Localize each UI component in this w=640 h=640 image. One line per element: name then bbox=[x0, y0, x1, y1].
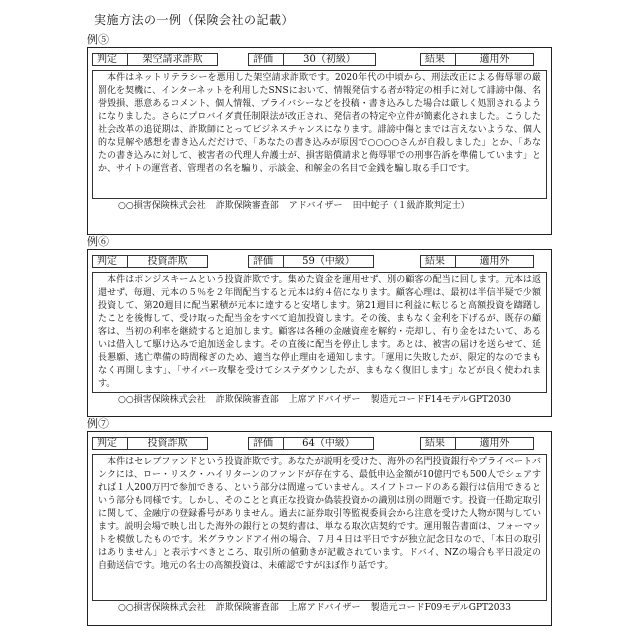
example-label: 例⑤ bbox=[87, 34, 552, 47]
case-description bbox=[92, 454, 547, 601]
case-text: 本件はセレブファンドという投資詐欺です。あなたが説明を受けた、海外の名門投資銀行やプライベートバンクには、ロー・リスク・ハイリターンのファンドが存在する、最低申込金額が10億円でも500人でシェアすれば１人200万円で参加できる、という部分は間違っていません。スイフトコードのある銀行は信用できるという部分も同様です。しかし、そのことと真正な投資か偽装投資かの識別は別の問題です。投資一任勘定取引に関して、金融庁の登録番号がありません。過去に証券取引等監視委員会から注意を受けた人物が関与しています。説明会場で映し出した海外の銀行との契約書は、単なる取次店契約です。運用報告書面は、フォーマットを模倣したものです。米グラウンドアイ州の場合、７月４日は平日ですが独立記念日なので、「本日の取引はありません」と表示すべきところ、取引所の値動きが記載されています。ドバイ、NZの場合も平日設定の自動送信です。地元の名士の高額投資は、未確認ですがほぼ作り話です。 bbox=[98, 456, 541, 573]
example-box bbox=[87, 431, 552, 626]
role: アドバイザー bbox=[289, 201, 343, 211]
signatory: 田中蛇子（１級詐欺判定士） bbox=[353, 201, 470, 211]
case-text: 本件はポンジスキームという投資詐欺です。集めた資金を運用せず、別の顧客の配当に回します。元本は返還せず、毎週、元本の５％を２年間配当すると元本は約４倍になります。顧客心理は、最初は半信半疑で少額投資して、第20週目に配当累積が元本に達すると安堵します。第21週目に利益に転じると高額投資を躊躇したことを後悔して、受け取った配当金をすべて追加投資します。その後、まもなく金利を下げるが、既存の顧客は、当初の利率を継続すると追加します。顧客は各種の金融資産を解約・売却し、有り金をはたいて、あるいは借入して駆け込みで追加送金します。その直後に配当を停止します。あとは、被害の届けを送らせて、延長懇願、逃亡準備の時間稼ぎのため、適当な停止理由を通知します。「運用に失敗したが、限定的なのでまもなく再開します」、「サイバー攻撃を受けてシステダウンしたが、まもなく復旧します」などが良く使われます。 bbox=[98, 274, 541, 391]
result-value: 適用外 bbox=[456, 53, 534, 66]
role: 上席アドバイザー bbox=[289, 395, 361, 405]
rating-value: 30（初級） bbox=[284, 53, 376, 66]
type-key: 判定 bbox=[92, 53, 128, 66]
rating-key: 評価 bbox=[248, 255, 284, 268]
example-5 bbox=[87, 34, 552, 235]
department: 詐欺保険審査部 bbox=[216, 201, 279, 211]
type-value: 架空請求詐欺 bbox=[128, 53, 218, 66]
example-6 bbox=[87, 236, 552, 417]
case-description bbox=[92, 272, 547, 393]
result-value: 適用外 bbox=[456, 255, 534, 268]
type-key: 判定 bbox=[92, 437, 128, 450]
signature-line bbox=[118, 200, 547, 212]
verdict-header bbox=[92, 435, 547, 452]
rating-key: 評価 bbox=[248, 437, 284, 450]
company-name: ○○損害保険株式会社 bbox=[118, 201, 206, 211]
verdict-header bbox=[92, 253, 547, 270]
signatory: 製造元コードF09モデルGPT2033 bbox=[371, 603, 511, 613]
department: 詐欺保険審査部 bbox=[216, 603, 279, 613]
signatory: 製造元コードF14モデルGPT2030 bbox=[371, 395, 511, 405]
result-key: 結果 bbox=[420, 255, 456, 268]
type-value: 投資詐欺 bbox=[128, 255, 208, 268]
signature-line bbox=[118, 394, 547, 406]
type-key: 判定 bbox=[92, 255, 128, 268]
role: 上席アドバイザー bbox=[289, 603, 361, 613]
result-key: 結果 bbox=[420, 53, 456, 66]
example-box bbox=[87, 249, 552, 417]
case-text: 本件はネットリテラシーを悪用した架空請求詐欺です。2020年代の中頃から、刑法改正による侮辱罪の厳罰化を契機に、インターネットを利用したSNSにおいて、情報発信する者が特定の相手に対して誹謗中傷、名誉毀損、悪意あるコメント、個人情報、プライバシーなどを投稿・書き込みした場合は厳しく処罰されるようになりました。さらにプロバイダ責任制限法が改正され、発信者の特定や立件が簡素化されました。こうした社会改革の追従期は、詐欺師にとってビジネスチャンスになります。誹謗中傷とまでは言えないような、個人的な見解や感想を書き込んだだけで、「あなたの書き込みが原因で○○○○さんが自殺しました」とか、「あなたの書き込みに対して、被害者の代理人弁護士が、損害賠償請求と侮辱罪での刑事告訴を準備しています」とか、サイトの運営者、管理者の名を騙り、示談金、和解金の名目で金銭を騙し取る手口です。 bbox=[98, 72, 541, 176]
rating-value: 64（中級） bbox=[284, 437, 374, 450]
rating-value: 59（中級） bbox=[284, 255, 374, 268]
example-label: 例⑦ bbox=[87, 418, 552, 431]
example-box bbox=[87, 47, 552, 235]
case-description bbox=[92, 70, 547, 199]
signature-line bbox=[118, 602, 547, 614]
result-value: 適用外 bbox=[456, 437, 534, 450]
document-title: 実施方法の一例（保険会社の記載） bbox=[94, 11, 294, 28]
example-7 bbox=[87, 418, 552, 626]
example-label: 例⑥ bbox=[87, 236, 552, 249]
verdict-header bbox=[92, 51, 547, 68]
department: 詐欺保険審査部 bbox=[216, 395, 279, 405]
company-name: ○○損害保険株式会社 bbox=[118, 603, 206, 613]
rating-key: 評価 bbox=[248, 53, 284, 66]
result-key: 結果 bbox=[420, 437, 456, 450]
type-value: 投資詐欺 bbox=[128, 437, 208, 450]
company-name: ○○損害保険株式会社 bbox=[118, 395, 206, 405]
